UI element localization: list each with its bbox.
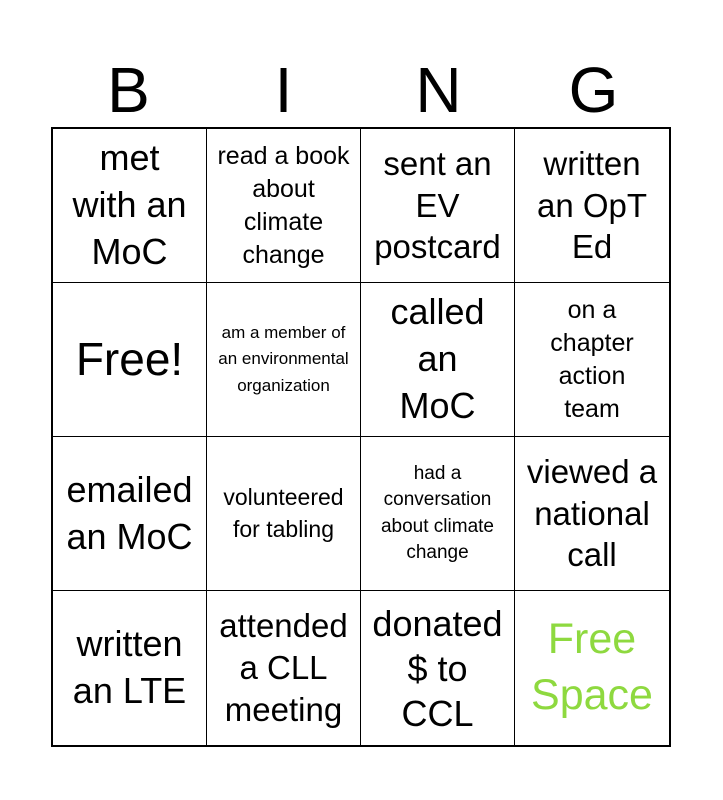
free-space-label: Free Space: [531, 615, 653, 719]
bingo-board: [51, 127, 671, 747]
cell-label: am a member of an environmental organization: [218, 322, 349, 395]
free-space-cell[interactable]: [515, 591, 669, 745]
cell-label: Free!: [75, 333, 184, 386]
cell-label: read a book about climate change: [217, 141, 350, 269]
bingo-cell[interactable]: [53, 283, 207, 437]
bingo-cell[interactable]: [361, 437, 515, 591]
bingo-cell[interactable]: [361, 591, 515, 745]
cell-label: written an OpT Ed: [536, 144, 648, 266]
header-letter-b: B: [107, 54, 150, 126]
cell-label: viewed a national call: [526, 452, 658, 574]
cell-label: sent an EV postcard: [374, 144, 501, 266]
cell-label: met with an MoC: [72, 137, 187, 272]
cell-label: had a conversation about climate change: [380, 463, 494, 563]
cell-label: written an LTE: [72, 623, 187, 711]
cell-label: called an MoC: [390, 291, 485, 426]
bingo-cell[interactable]: [207, 283, 361, 437]
cell-label: on a chapter action team: [550, 295, 634, 423]
bingo-cell[interactable]: [53, 437, 207, 591]
cell-label: attended a CLL meeting: [219, 607, 348, 728]
bingo-cell[interactable]: [53, 591, 207, 745]
cell-label: volunteered for tabling: [223, 484, 344, 542]
header-letter-g: G: [568, 54, 619, 126]
cell-label: donated $ to CCL: [372, 602, 503, 734]
bingo-cell[interactable]: [207, 129, 361, 283]
bingo-cell[interactable]: [361, 283, 515, 437]
bingo-header: [51, 52, 671, 128]
bingo-cell[interactable]: [515, 437, 669, 591]
bingo-cell[interactable]: [207, 437, 361, 591]
header-letter-i: I: [274, 54, 293, 126]
bingo-cell[interactable]: [515, 129, 669, 283]
bingo-cell[interactable]: [515, 283, 669, 437]
bingo-cell[interactable]: [207, 591, 361, 745]
header-letter-n: N: [415, 54, 462, 126]
cell-label: emailed an MoC: [66, 468, 193, 557]
bingo-cell[interactable]: [53, 129, 207, 283]
bingo-cell[interactable]: [361, 129, 515, 283]
